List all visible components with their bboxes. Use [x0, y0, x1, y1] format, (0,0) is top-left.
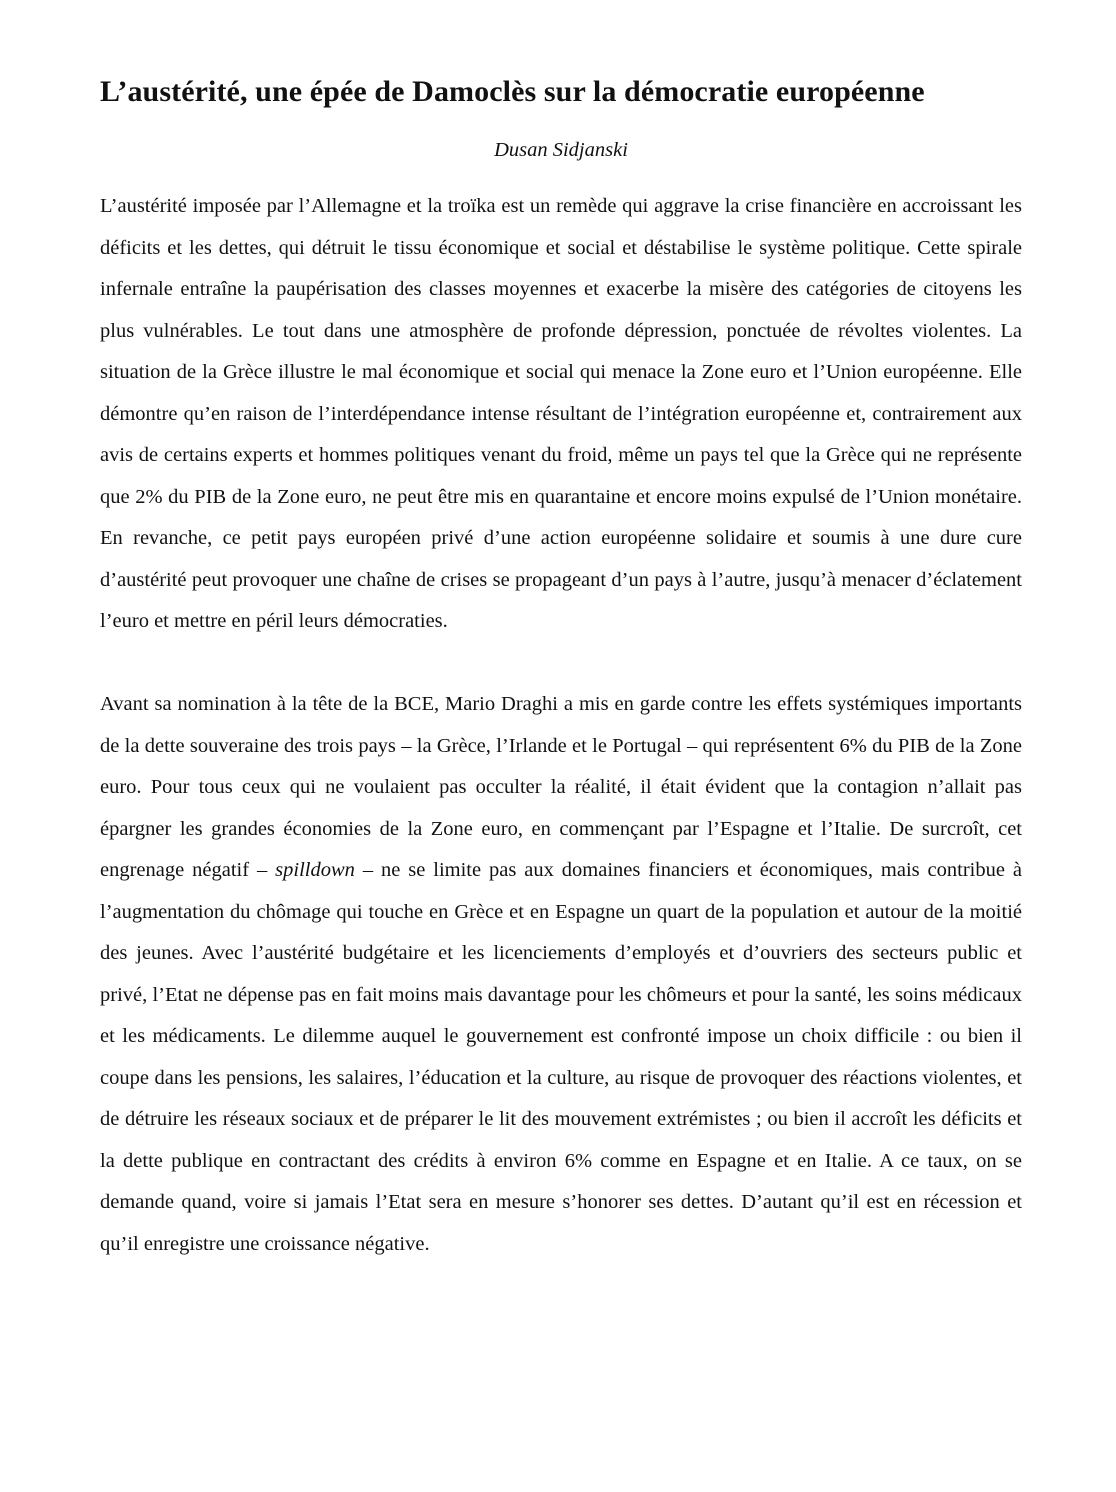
- paragraph-2-text-end: – ne se limite pas aux domaines financiers et économiques, mais contribue à l’augmentation du chômage qui touche en Grèce et en Espagne un quart de la population et autour de la moitié des jeunes. Avec l’austérité budgétaire et les licenciements d’employés et d’ouvriers des secteurs public et privé, l’Etat ne dépense pas en fait moins mais davantage pour les chômeurs et pour la santé, les soins médicaux et les médicaments. Le dilemme auquel le gouvernement est confronté impose un choix difficile : ou bien il coupe dans les pensions, les salaires, l’éducation et la culture, au risque de provoquer des réactions violentes, et de détruire les réseaux sociaux et de préparer le lit des mouvement extrémistes ; ou bien il accroît les déficits et la dette publique en contractant des crédits à environ 6% comme en Espagne et en Italie. A ce taux, on se demande quand, voire si jamais l’Etat sera en mesure s’honorer ses dettes. D’autant qu’il est en récession et qu’il enregistre une croissance négative.: [100, 859, 1022, 1255]
- article-author: Dusan Sidjanski: [494, 139, 628, 161]
- paragraph-2-text-start: Avant sa nomination à la tête de la BCE, Mario Draghi a mis en garde contre les effets systémiques importants de la dette souveraine des trois pays – la Grèce, l’Irlande et le Portugal – qui représentent 6% du PIB de la Zone euro. Pour tous ceux qui ne voulaient pas occulter la réalité, il était évident que la contagion n’allait pas épargner les grandes économies de la Zone euro, en commençant par l’Espagne et l’Italie. De surcroît, cet engrenage négatif –: [100, 693, 1022, 881]
- italic-term-spilldown: spilldown: [275, 859, 355, 881]
- body-paragraph-2: [100, 684, 1022, 1265]
- document-page: [100, 72, 1022, 1265]
- article-title: L’austérité, une épée de Damoclès sur la démocratie européenne: [100, 75, 925, 108]
- body-paragraph-1: L’austérité imposée par l’Allemagne et la troïka est un remède qui aggrave la crise financière en accroissant les déficits et les dettes, qui détruit le tissu économique et social et déstabilise le système politique. Cette spirale infernale entraîne la paupérisation des classes moyennes et exacerbe la misère des catégories de citoyens les plus vulnérables. Le tout dans une atmosphère de profonde dépression, ponctuée de révoltes violentes. La situation de la Grèce illustre le mal économique et social qui menace la Zone euro et l’Union européenne. Elle démontre qu’en raison de l’interdépendance intense résultant de l’intégration européenne et, contrairement aux avis de certains experts et hommes politiques venant du froid, même un pays tel que la Grèce qui ne représente que 2% du PIB de la Zone euro, ne peut être mis en quarantaine et encore moins expulsé de l’Union monétaire. En revanche, ce petit pays européen privé d’une action européenne solidaire et soumis à une dure cure d’austérité peut provoquer une chaîne de crises se propageant d’un pays à l’autre, jusqu’à menacer d’éclatement l’euro et mettre en péril leurs démocraties.: [100, 195, 1022, 632]
